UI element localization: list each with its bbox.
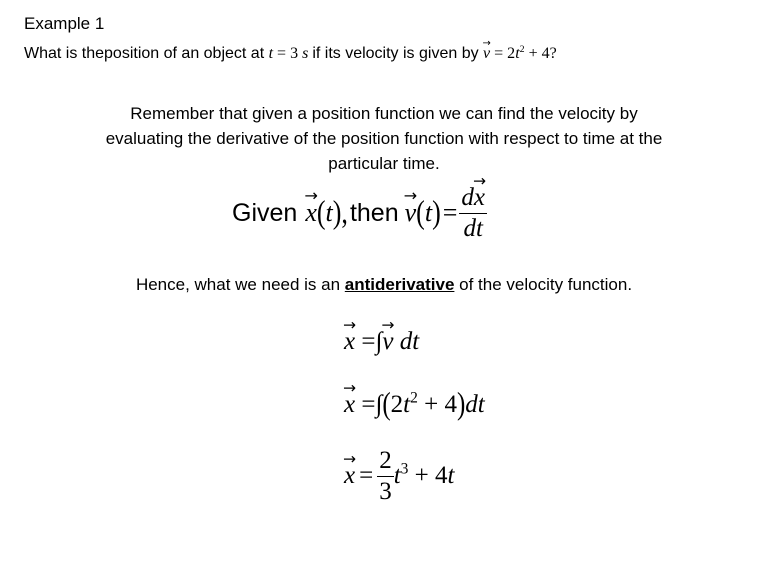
coefficient: 2 xyxy=(390,391,404,418)
velocity-vector-symbol: → v xyxy=(483,45,490,63)
equals-sign: = xyxy=(442,198,458,227)
differential-dt: dt xyxy=(465,391,485,418)
equals-sign: = xyxy=(359,462,374,489)
left-paren: ( xyxy=(316,194,326,231)
integral-equation-2 xyxy=(344,387,485,422)
question-text-start: What is the xyxy=(24,45,105,62)
time-variable: t xyxy=(447,462,455,489)
derivative-fraction xyxy=(459,184,487,243)
time-variable: t xyxy=(424,198,433,227)
right-paren: ) xyxy=(456,387,466,422)
cubic-term xyxy=(394,462,455,490)
question-text-end: if its velocity is given by xyxy=(312,45,479,62)
velocity-vector-symbol: → v xyxy=(405,198,417,228)
integral-equation-1 xyxy=(344,328,419,356)
plus-constant: + 4 xyxy=(417,391,457,418)
fraction-denominator: 3 xyxy=(379,477,392,505)
remember-line-1: Remember that given a position function we can find the velocity by xyxy=(130,104,638,123)
equals-sign: = xyxy=(361,328,376,355)
time-variable: t xyxy=(403,391,411,418)
position-vector-symbol: → x xyxy=(344,462,355,490)
velocity-exponent: 2 xyxy=(519,43,525,55)
time-variable: t xyxy=(325,198,333,227)
velocity-vector-symbol: → v xyxy=(382,328,393,356)
right-paren: ) xyxy=(432,194,441,231)
left-paren: ( xyxy=(382,387,391,422)
derivative-denominator: dt xyxy=(463,214,483,242)
plus-term: + 4 xyxy=(408,462,448,489)
time-equals: = 3 xyxy=(273,45,303,62)
question-text-middle: position of an object at xyxy=(104,45,265,62)
derivative-numerator: d→ x xyxy=(459,184,487,213)
time-variable: t xyxy=(393,462,401,489)
hence-text-start: Hence, what we need is an xyxy=(135,275,345,294)
velocity-rest: + 4? xyxy=(524,45,557,62)
position-vector-symbol: → x xyxy=(305,198,317,228)
time-unit: s xyxy=(302,45,309,62)
exponent: 3 xyxy=(400,460,409,478)
result-equation xyxy=(344,440,454,512)
remember-line-2: evaluating the derivative of the position function with respect to time at the xyxy=(105,129,663,148)
integral-sign: ∫ xyxy=(375,391,383,418)
velocity-function xyxy=(404,194,460,231)
question-time-expression xyxy=(269,45,313,62)
question-velocity-expression xyxy=(483,45,557,62)
question-line xyxy=(24,45,557,63)
position-vector-symbol: → x xyxy=(344,328,355,356)
hence-text-end: of the velocity function. xyxy=(454,275,633,294)
then-word: then xyxy=(349,198,399,227)
given-equation xyxy=(232,178,487,248)
integral-sign: ∫ xyxy=(375,328,383,355)
time-variable: t xyxy=(268,45,274,62)
hence-line xyxy=(0,275,768,295)
position-vector-symbol: → x xyxy=(344,391,355,419)
coefficient-fraction xyxy=(377,447,394,506)
equals-sign: = xyxy=(361,391,376,418)
left-paren: ( xyxy=(416,194,425,231)
right-paren-comma: ), xyxy=(332,194,348,231)
antiderivative-keyword: antiderivative xyxy=(344,275,455,294)
position-function xyxy=(305,194,348,231)
velocity-equals: = 2 xyxy=(490,45,516,62)
differential-dt: dt xyxy=(399,328,420,355)
example-heading: Example 1 xyxy=(24,14,105,33)
remember-paragraph xyxy=(0,101,768,176)
exponent: 2 xyxy=(410,389,418,407)
given-word: Given xyxy=(232,198,298,227)
remember-line-3: particular time. xyxy=(328,154,440,173)
velocity-t: t xyxy=(515,45,520,62)
fraction-numerator: 2 xyxy=(379,446,392,474)
